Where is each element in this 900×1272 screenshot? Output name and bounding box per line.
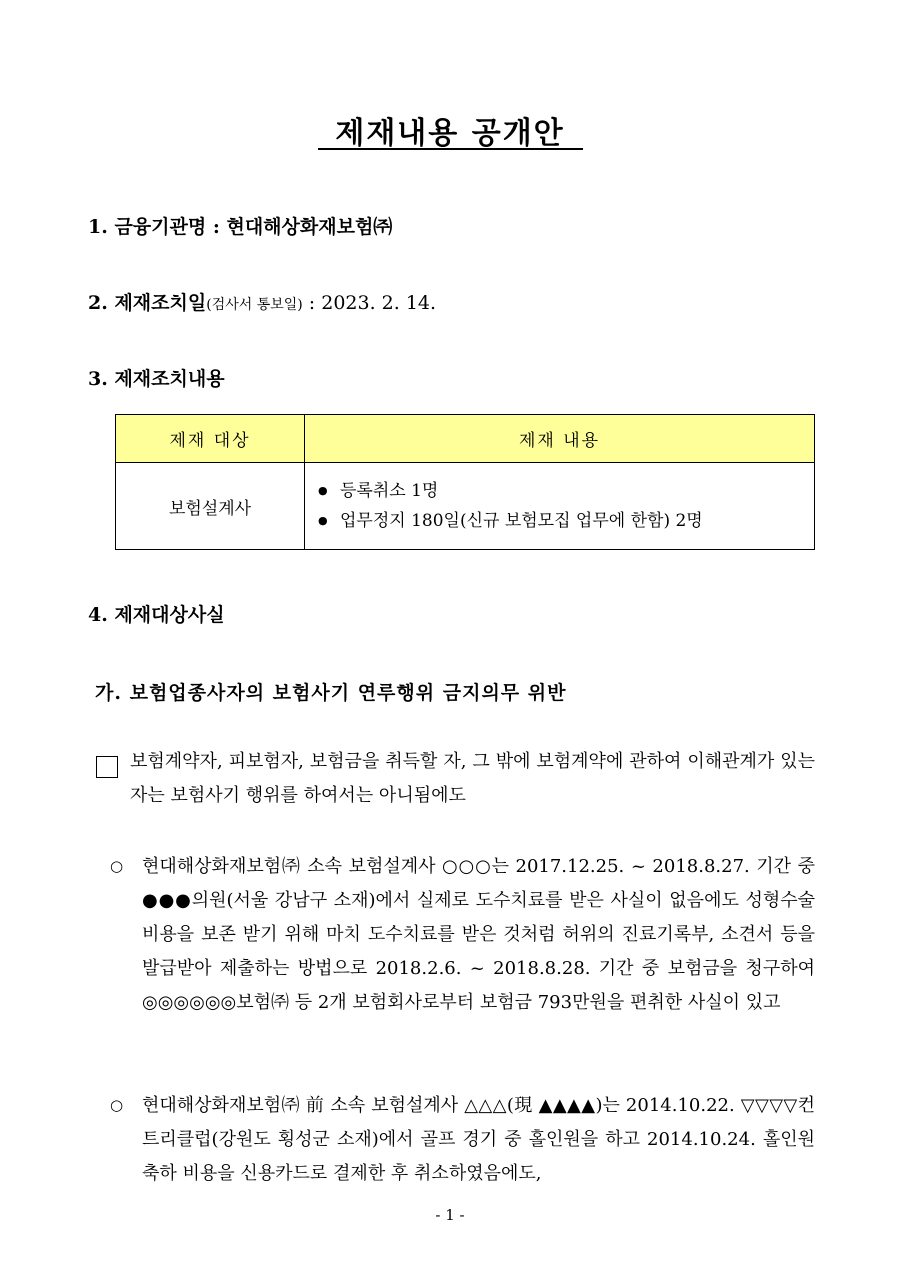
list-item: ● 등록취소 1명 — [340, 476, 813, 506]
section-4-heading: 4. 제재대상사실 — [88, 604, 225, 626]
sanction-table — [115, 414, 815, 550]
table-header-row — [116, 415, 815, 463]
section-2-label: 2. 제재조치일 — [88, 292, 207, 314]
title-underline — [318, 148, 583, 150]
section-3-heading: 3. 제재조치내용 — [88, 368, 225, 390]
page-number: - 1 - — [435, 1206, 465, 1224]
header-target: 제재 대상 — [116, 415, 305, 463]
section-2-date — [88, 288, 436, 315]
list-item: ● 업무정지 180일(신규 보험모집 업무에 한함) 2명 — [340, 506, 813, 536]
fact-paragraph-1: 현대해상화재보험㈜ 소속 보험설계사 ○○○는 2017.12.25. ~ 2018.8.27. 기간 중 ●●●의원(서울 강남구 소재)에서 실제로 도수치료를 받은 사실이 없음에도 성형수술 비용을 보존 받기 위해 마치 도수치료를 받은 것처럼 허위의 진료기록부, 소견서 등을 발급받아 제출하는 방법으로 2018.2.6. ~ 2018.8.28. 기간 중 보험금을 청구하여 ◎◎◎◎◎◎보험㈜ 등 2개 보험회사로부터 보험금 793만원을 편취한 사실이 있고 — [142, 856, 815, 1013]
cell-content — [305, 463, 815, 550]
checkbox-square-icon — [96, 756, 118, 778]
box-paragraph-text: 보험계약자, 피보험자, 보험금을 취득할 자, 그 밖에 보험계약에 관하여 이해관계가 있는 자는 보험사기 행위를 하여서는 아니됨에도 — [130, 751, 815, 806]
ring-bullet-icon: ○ — [110, 1096, 124, 1114]
page-title: 제재내용 공개안 — [335, 116, 565, 151]
section-2-note: (검사서 통보일) — [206, 297, 303, 313]
section-2-value: : 2023. 2. 14. — [302, 292, 437, 314]
box-paragraph — [130, 745, 815, 813]
subsection-a-heading: 가. 보험업종사자의 보험사기 연루행위 금지의무 위반 — [95, 682, 567, 704]
ring-bullet-icon: ○ — [110, 857, 124, 875]
section-1-institution: 1. 금융기관명 : 현대해상화재보험㈜ — [88, 216, 393, 238]
fact-paragraph-2: 현대해상화재보험㈜ 前 소속 보험설계사 △△△(現 ▲▲▲▲)는 2014.10.22. ▽▽▽▽컨트리클럽(강원도 횡성군 소재)에서 골프 경기 중 홀인원을 하고 2014.10.24. 홀인원 축하 비용을 신용카드로 결제한 후 취소하였음에도, — [142, 1095, 815, 1184]
cell-target: 보험설계사 — [116, 463, 305, 550]
header-content: 제재 내용 — [305, 415, 815, 463]
table-row — [116, 463, 815, 550]
sanction-list — [306, 476, 813, 536]
